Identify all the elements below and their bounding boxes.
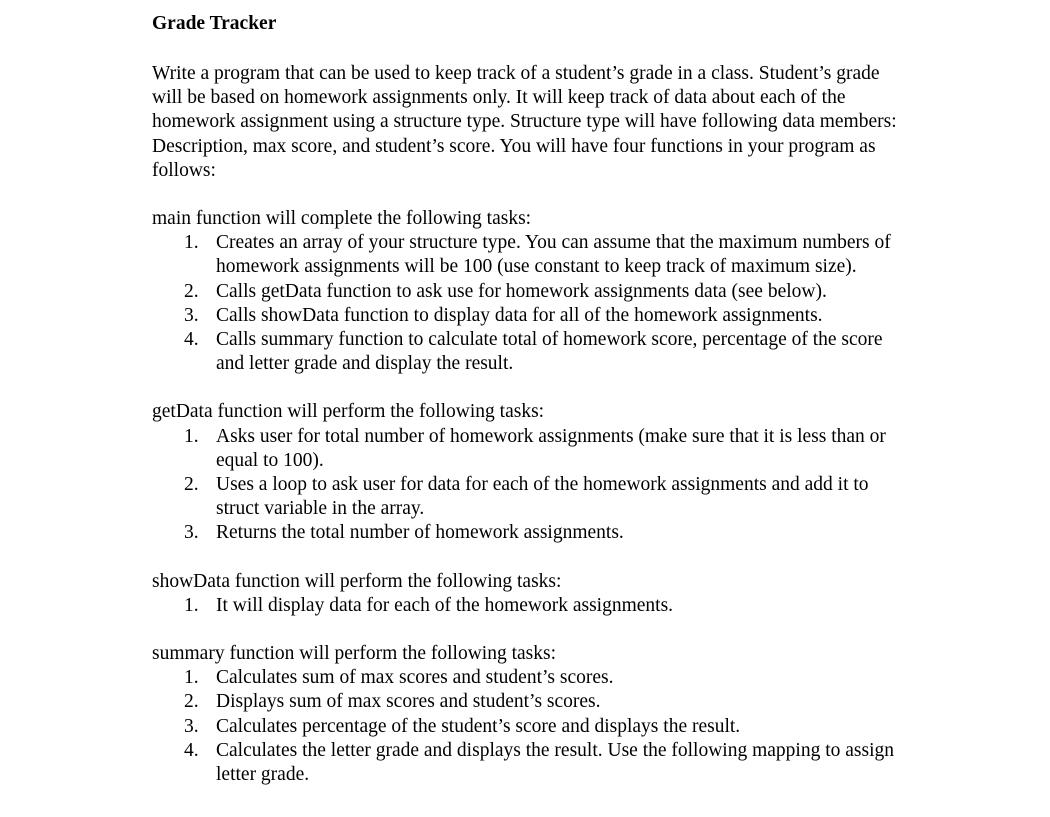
list-number: 1. (184, 594, 199, 616)
section-summary-function (152, 642, 1022, 787)
list-item-text: Calculates the letter grade and displays the result. Use the following mapping to assign letter grade. (216, 739, 895, 786)
section-getdata-function (152, 400, 1022, 545)
list-item (152, 666, 906, 690)
list-item-text: Calls summary function to calculate total of homework score, percentage of the score and letter grade and display the result. (216, 329, 883, 375)
list-number: 2. (184, 691, 199, 713)
list-item-text: Calculates percentage of the student’s score and displays the result. (216, 715, 741, 737)
list-number: 1. (184, 667, 199, 689)
list-number: 4. (184, 329, 199, 351)
document-page (152, 10, 1022, 811)
list-item (152, 739, 906, 787)
task-list (152, 594, 1022, 618)
list-item-text: Returns the total number of homework assignments. (216, 522, 624, 544)
section-heading: summary function will perform the following tasks: (152, 643, 557, 665)
intro-paragraph: Write a program that can be used to keep track of a student’s grade in a class. Student’s grade will be based on homework assignments only. It will keep track of data about each of the homework assignment using a structure type. Structure type will have following data members: Description, max score, and student’s score. You will have four functions in your program as follows: (152, 63, 897, 181)
list-item-text: Uses a loop to ask user for data for each of the homework assignments and add it to struct variable in the array. (216, 474, 869, 520)
document-title: Grade Tracker (152, 13, 277, 34)
list-item-text: Calls showData function to display data for all of the homework assignments. (216, 304, 823, 326)
list-item (152, 521, 906, 545)
task-list (152, 425, 1022, 546)
list-item (152, 690, 906, 714)
section-showdata-function (152, 570, 1022, 618)
list-item (152, 715, 906, 739)
section-heading: getData function will perform the following tasks: (152, 401, 545, 423)
section-heading: main function will complete the following tasks: (152, 208, 532, 230)
task-list (152, 666, 1022, 787)
list-number: 2. (184, 474, 199, 496)
list-item (152, 304, 906, 328)
list-number: 4. (184, 739, 199, 761)
list-item-text: Displays sum of max scores and student’s scores. (216, 691, 601, 713)
list-item-text: Asks user for total number of homework assignments (make sure that it is less than or equal to 100). (216, 425, 886, 471)
list-item (152, 280, 906, 304)
list-item-text: Calculates sum of max scores and student’s scores. (216, 667, 614, 689)
section-heading: showData function will perform the following tasks: (152, 570, 562, 592)
list-number: 3. (184, 715, 199, 737)
list-item (152, 328, 906, 376)
task-list (152, 231, 1022, 376)
list-number: 3. (184, 304, 199, 326)
list-number: 1. (184, 232, 199, 254)
list-item-text: Calls getData function to ask use for homework assignments data (see below). (216, 280, 827, 302)
list-item (152, 594, 906, 618)
list-number: 3. (184, 522, 199, 544)
list-item-text: Creates an array of your structure type. You can assume that the maximum numbers of homework assignments will be 100 (use constant to keep track of maximum size). (216, 232, 891, 278)
list-number: 2. (184, 280, 199, 302)
list-number: 1. (184, 425, 199, 447)
list-item (152, 231, 906, 279)
section-main-function (152, 207, 1022, 376)
list-item (152, 473, 906, 521)
list-item-text: It will display data for each of the homework assignments. (216, 594, 674, 616)
list-item (152, 425, 906, 473)
